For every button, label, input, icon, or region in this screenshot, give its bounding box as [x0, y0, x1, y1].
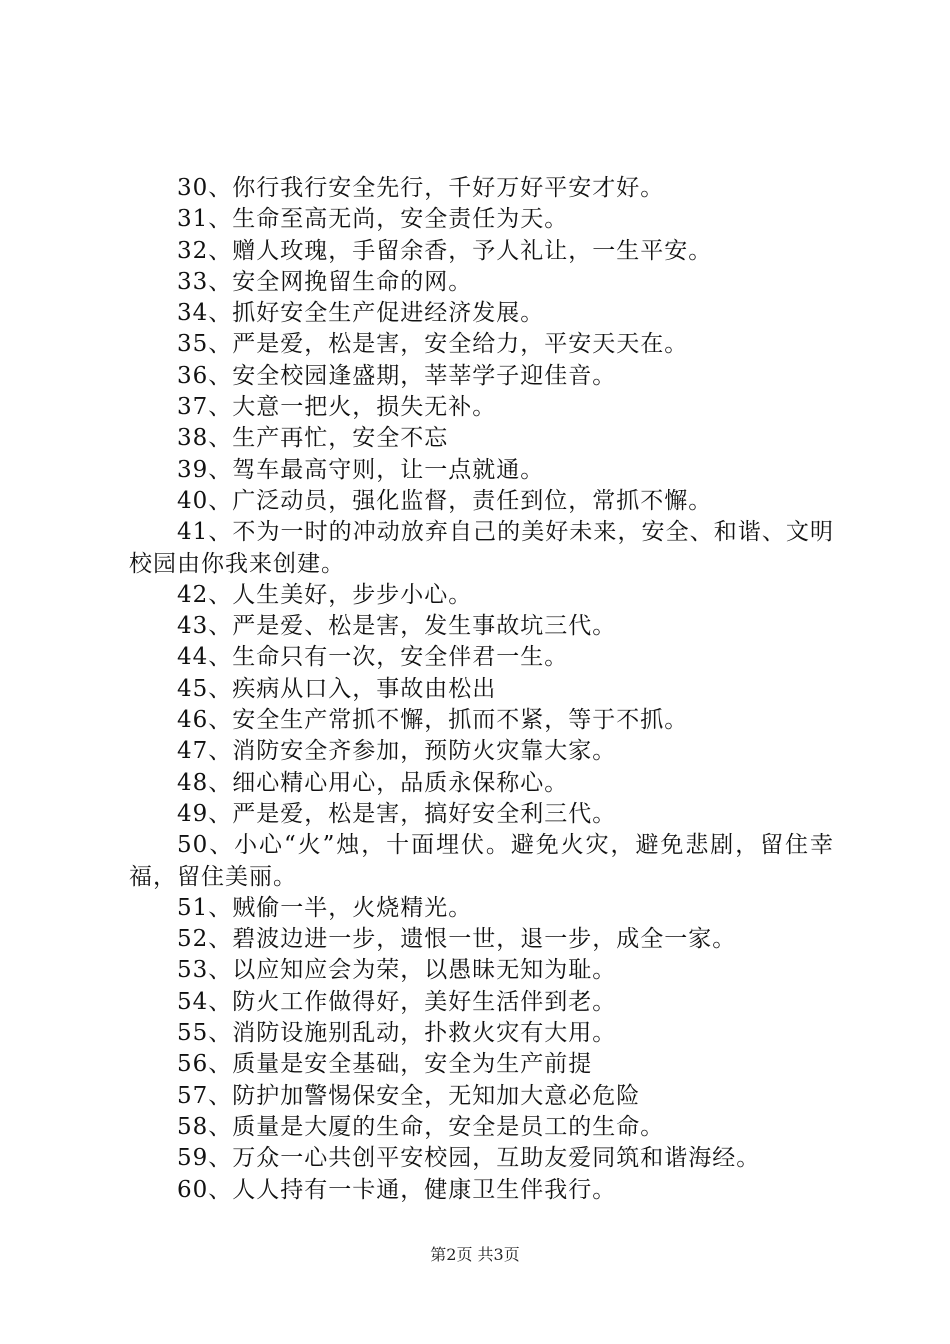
- list-item: 58、质量是大厦的生命，安全是员工的生命。: [177, 1113, 665, 1140]
- list-item: 56、质量是安全基础，安全为生产前提: [177, 1051, 593, 1078]
- list-item: 59、万众一心共创平安校园，互助友爱同筑和谐海经。: [177, 1145, 761, 1172]
- list-item: 31、生命至高无尚，安全责任为天。: [177, 206, 569, 233]
- list-item: 48、细心精心用心，品质永保称心。: [177, 769, 569, 796]
- list-item: 46、安全生产常抓不懈，抓而不紧，等于不抓。: [177, 707, 689, 734]
- list-item: 40、广泛动员，强化监督，责任到位，常抓不懈。: [177, 487, 713, 514]
- list-item: 52、碧波边进一步，遗恨一世，退一步，成全一家。: [177, 926, 737, 953]
- list-item: 55、消防设施别乱动，扑救火灾有大用。: [177, 1020, 617, 1047]
- list-item: 42、人生美好，步步小心。: [177, 581, 473, 608]
- list-item: 39、驾车最高守则，让一点就通。: [177, 456, 545, 483]
- list-item: 43、严是爱、松是害，发生事故坑三代。: [177, 613, 617, 640]
- list-item: 38、生产再忙，安全不忘: [177, 425, 449, 452]
- list-item: 44、生命只有一次，安全伴君一生。: [177, 644, 569, 671]
- list-item: 35、严是爱，松是害，安全给力，平安天天在。: [177, 331, 689, 358]
- list-item: 30、你行我行安全先行，千好万好平安才好。: [177, 175, 665, 201]
- list-item: 53、以应知应会为荣，以愚昧无知为耻。: [177, 957, 617, 984]
- list-item: 50、小心“火”烛，十面埋伏。避免火灾，避免悲剧，留住幸福，留住美丽。: [129, 832, 834, 890]
- slogan-list: [129, 173, 834, 1206]
- list-item: 47、消防安全齐参加，预防火灾靠大家。: [177, 738, 617, 765]
- list-item: 51、贼偷一半，火烧精光。: [177, 894, 473, 921]
- page-number-footer: 第2页 共3页: [430, 1245, 520, 1264]
- list-item: 33、安全网挽留生命的网。: [177, 268, 473, 295]
- list-item: 49、严是爱，松是害，搞好安全利三代。: [177, 800, 617, 827]
- list-item: 41、不为一时的冲动放弃自己的美好未来，安全、和谐、文明校园由你我来创建。: [129, 519, 834, 577]
- list-item: 60、人人持有一卡通，健康卫生伴我行。: [177, 1176, 617, 1203]
- list-item: 57、防护加警惕保安全，无知加大意必危险: [177, 1082, 641, 1109]
- list-item: 54、防火工作做得好，美好生活伴到老。: [177, 988, 617, 1015]
- list-item: 37、大意一把火，损失无补。: [177, 394, 497, 421]
- list-item: 45、疾病从口入，事故由松出: [177, 675, 497, 702]
- list-item: 34、抓好安全生产促进经济发展。: [177, 300, 545, 327]
- list-item: 36、安全校园逢盛期，莘莘学子迎佳音。: [177, 362, 617, 389]
- list-item: 32、赠人玫瑰，手留余香，予人礼让，一生平安。: [177, 237, 713, 264]
